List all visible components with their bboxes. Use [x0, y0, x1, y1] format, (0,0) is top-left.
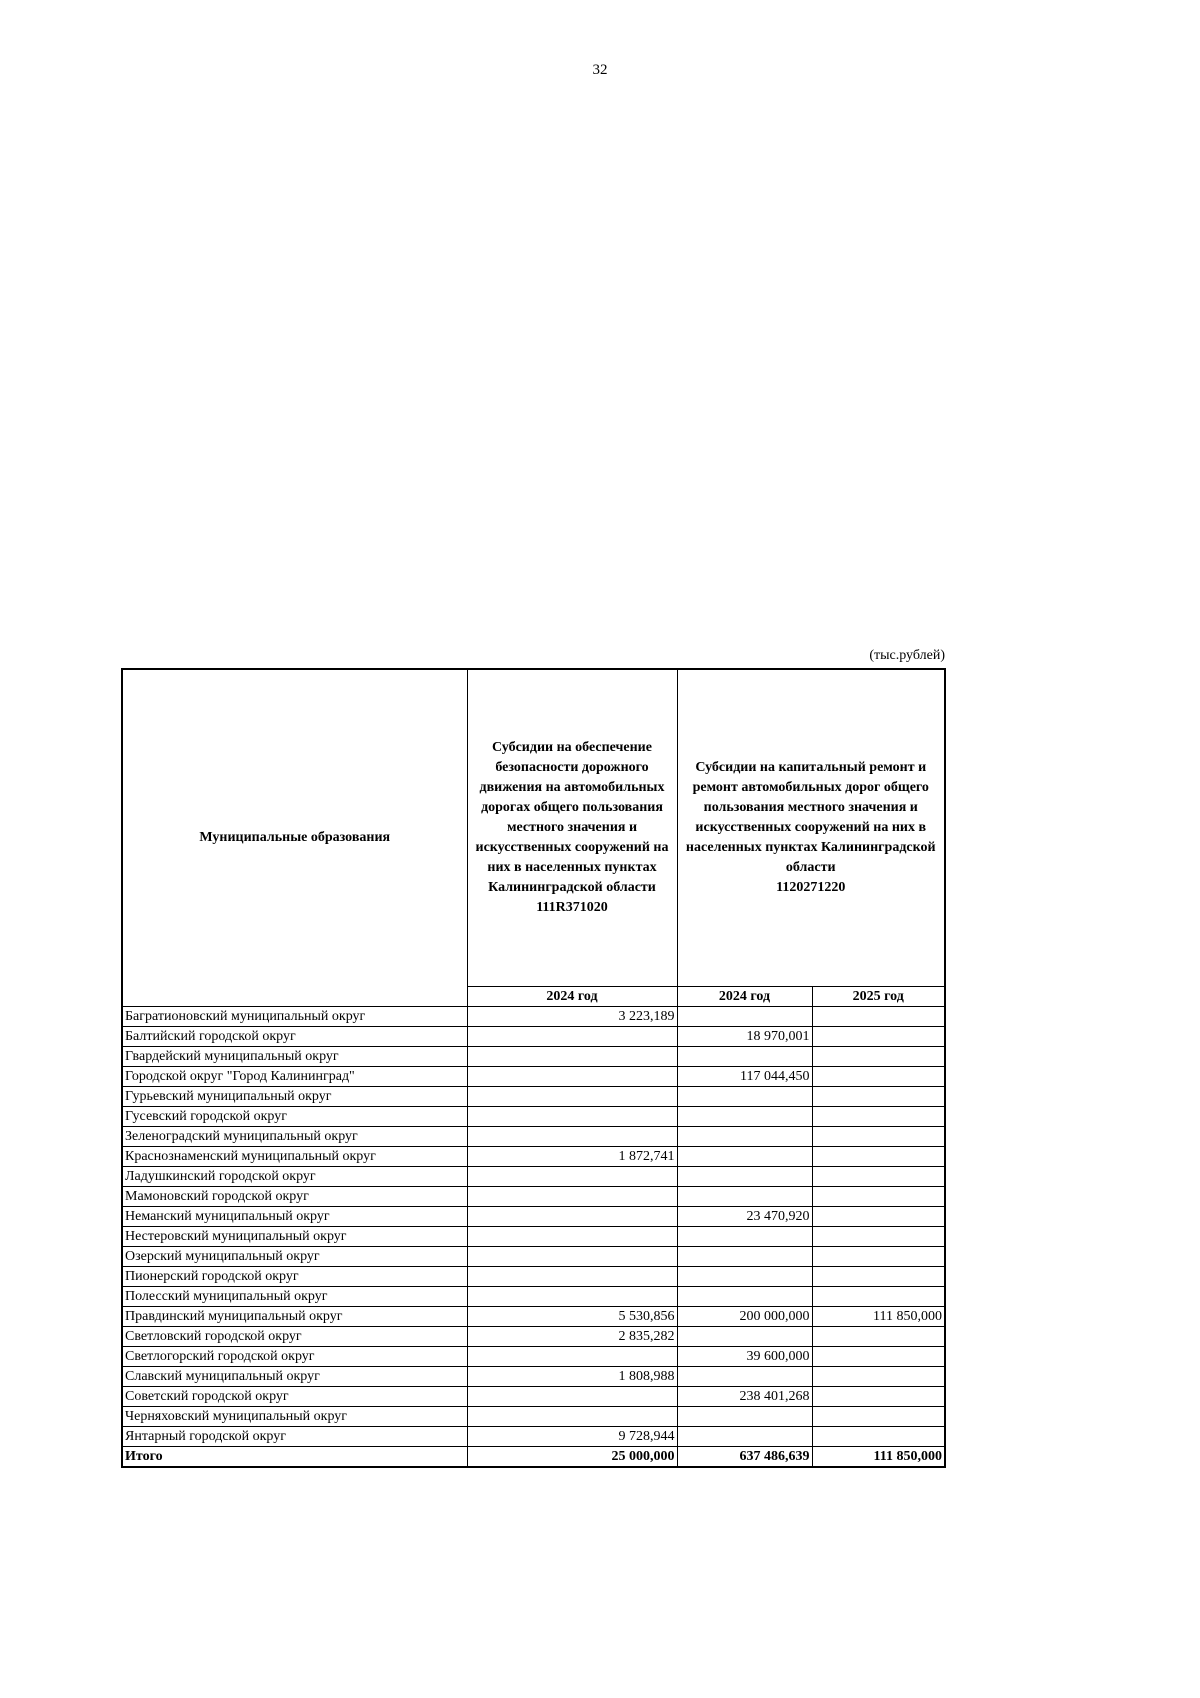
value-safety-2024 — [467, 1247, 677, 1267]
municipality-name: Светлогорский городской округ — [122, 1347, 467, 1367]
municipality-name: Неманский муниципальный округ — [122, 1207, 467, 1227]
value-safety-2024 — [467, 1027, 677, 1047]
municipality-name: Краснознаменский муниципальный округ — [122, 1147, 467, 1167]
value-safety-2024 — [467, 1287, 677, 1307]
value-safety-2024 — [467, 1087, 677, 1107]
page-number: 32 — [592, 62, 608, 78]
municipality-name: Славский муниципальный округ — [122, 1367, 467, 1387]
table-row — [122, 1387, 945, 1407]
table-row — [122, 1147, 945, 1167]
value-repair-2024 — [677, 1427, 812, 1447]
value-safety-2024 — [467, 1127, 677, 1147]
municipality-name: Янтарный городской округ — [122, 1427, 467, 1447]
value-repair-2025 — [812, 1287, 945, 1307]
table-row — [122, 1427, 945, 1447]
municipality-name: Советский городской округ — [122, 1387, 467, 1407]
units-label: (тыс.рублей) — [869, 648, 945, 663]
municipality-name: Озерский муниципальный округ — [122, 1247, 467, 1267]
table-row — [122, 1187, 945, 1207]
value-repair-2024: 200 000,000 — [677, 1307, 812, 1327]
table-row — [122, 1327, 945, 1347]
value-repair-2025 — [812, 1047, 945, 1067]
value-safety-2024 — [467, 1047, 677, 1067]
table-row — [122, 1067, 945, 1087]
table-row — [122, 1127, 945, 1147]
value-safety-2024: 5 530,856 — [467, 1307, 677, 1327]
municipality-name: Гурьевский муниципальный округ — [122, 1087, 467, 1107]
header-safety-subsidy: Субсидии на обеспечение безопасности дорожного движения на автомобильных дорогах общего пользования местного значения и искусственных сооружений на них в населенных пунктах Калининградской области 111R371020 — [467, 669, 677, 987]
municipality-name: Гвардейский муниципальный округ — [122, 1047, 467, 1067]
municipality-name: Светловский городской округ — [122, 1327, 467, 1347]
value-repair-2024: 39 600,000 — [677, 1347, 812, 1367]
table-row — [122, 1027, 945, 1047]
value-repair-2024 — [677, 1367, 812, 1387]
value-safety-2024 — [467, 1347, 677, 1367]
table-row — [122, 1247, 945, 1267]
value-safety-2024 — [467, 1167, 677, 1187]
value-repair-2024 — [677, 1167, 812, 1187]
value-repair-2024 — [677, 1227, 812, 1247]
total-row — [122, 1447, 945, 1468]
value-repair-2024: 23 470,920 — [677, 1207, 812, 1227]
total-safety-2024: 25 000,000 — [467, 1447, 677, 1468]
value-safety-2024 — [467, 1267, 677, 1287]
value-repair-2024 — [677, 1047, 812, 1067]
value-repair-2025 — [812, 1167, 945, 1187]
municipality-name: Правдинский муниципальный округ — [122, 1307, 467, 1327]
value-safety-2024 — [467, 1207, 677, 1227]
value-repair-2025 — [812, 1427, 945, 1447]
header-repair-code: 1120271220 — [776, 880, 846, 895]
value-repair-2024: 18 970,001 — [677, 1027, 812, 1047]
value-repair-2024 — [677, 1147, 812, 1167]
year-repair-2024: 2024 год — [677, 987, 812, 1007]
value-safety-2024: 2 835,282 — [467, 1327, 677, 1347]
value-safety-2024 — [467, 1107, 677, 1127]
value-safety-2024 — [467, 1227, 677, 1247]
value-repair-2025 — [812, 1247, 945, 1267]
value-repair-2025 — [812, 1267, 945, 1287]
value-safety-2024 — [467, 1407, 677, 1427]
value-repair-2025 — [812, 1207, 945, 1227]
table-row — [122, 1407, 945, 1427]
value-safety-2024: 1 872,741 — [467, 1147, 677, 1167]
municipality-name: Багратионовский муниципальный округ — [122, 1007, 467, 1027]
table-row — [122, 1167, 945, 1187]
value-repair-2025 — [812, 1407, 945, 1427]
value-repair-2025 — [812, 1087, 945, 1107]
value-repair-2024: 238 401,268 — [677, 1387, 812, 1407]
table-row — [122, 1087, 945, 1107]
total-repair-2025: 111 850,000 — [812, 1447, 945, 1468]
value-repair-2025 — [812, 1227, 945, 1247]
table-row — [122, 1107, 945, 1127]
table-row — [122, 1287, 945, 1307]
value-repair-2025 — [812, 1327, 945, 1347]
value-repair-2024 — [677, 1127, 812, 1147]
value-safety-2024 — [467, 1067, 677, 1087]
value-repair-2024 — [677, 1007, 812, 1027]
value-repair-2024 — [677, 1247, 812, 1267]
value-repair-2024 — [677, 1287, 812, 1307]
value-repair-2024 — [677, 1087, 812, 1107]
value-repair-2025 — [812, 1387, 945, 1407]
value-repair-2025 — [812, 1107, 945, 1127]
municipality-name: Городской округ "Город Калининград" — [122, 1067, 467, 1087]
table-row — [122, 1347, 945, 1367]
value-repair-2025 — [812, 1127, 945, 1147]
header-safety-code: 111R371020 — [536, 900, 608, 915]
value-repair-2024 — [677, 1107, 812, 1127]
value-repair-2025 — [812, 1027, 945, 1047]
municipality-name: Мамоновский городской округ — [122, 1187, 467, 1207]
value-repair-2025 — [812, 1067, 945, 1087]
municipality-name: Пионерский городской округ — [122, 1267, 467, 1287]
value-safety-2024: 3 223,189 — [467, 1007, 677, 1027]
value-repair-2024: 117 044,450 — [677, 1067, 812, 1087]
table-row — [122, 1047, 945, 1067]
table-row — [122, 1207, 945, 1227]
total-label: Итого — [122, 1447, 467, 1468]
municipality-name: Нестеровский муниципальный округ — [122, 1227, 467, 1247]
table-row — [122, 1227, 945, 1247]
value-repair-2025 — [812, 1347, 945, 1367]
value-repair-2025 — [812, 1007, 945, 1027]
municipality-name: Черняховский муниципальный округ — [122, 1407, 467, 1427]
value-repair-2024 — [677, 1267, 812, 1287]
value-safety-2024: 9 728,944 — [467, 1427, 677, 1447]
value-repair-2024 — [677, 1407, 812, 1427]
municipality-name: Гусевский городской округ — [122, 1107, 467, 1127]
subsidies-table — [121, 668, 946, 1468]
municipality-name: Полесский муниципальный округ — [122, 1287, 467, 1307]
year-safety-2024: 2024 год — [467, 987, 677, 1007]
value-repair-2025 — [812, 1147, 945, 1167]
total-repair-2024: 637 486,639 — [677, 1447, 812, 1468]
table-row — [122, 1307, 945, 1327]
value-repair-2025: 111 850,000 — [812, 1307, 945, 1327]
municipality-name: Балтийский городской округ — [122, 1027, 467, 1047]
table-row — [122, 1267, 945, 1287]
value-safety-2024 — [467, 1387, 677, 1407]
value-safety-2024 — [467, 1187, 677, 1207]
value-repair-2025 — [812, 1187, 945, 1207]
year-repair-2025: 2025 год — [812, 987, 945, 1007]
header-municipality: Муниципальные образования — [122, 669, 467, 1007]
value-repair-2025 — [812, 1367, 945, 1387]
value-safety-2024: 1 808,988 — [467, 1367, 677, 1387]
header-repair-subsidy: Субсидии на капитальный ремонт и ремонт автомобильных дорог общего пользования местного значения и искусственных сооружений на них в населенных пунктах Калининградской области 1120271220 — [677, 669, 945, 987]
municipality-name: Ладушкинский городской округ — [122, 1167, 467, 1187]
value-repair-2024 — [677, 1187, 812, 1207]
municipality-name: Зеленоградский муниципальный округ — [122, 1127, 467, 1147]
value-repair-2024 — [677, 1327, 812, 1347]
table-row — [122, 1007, 945, 1027]
table-row — [122, 1367, 945, 1387]
